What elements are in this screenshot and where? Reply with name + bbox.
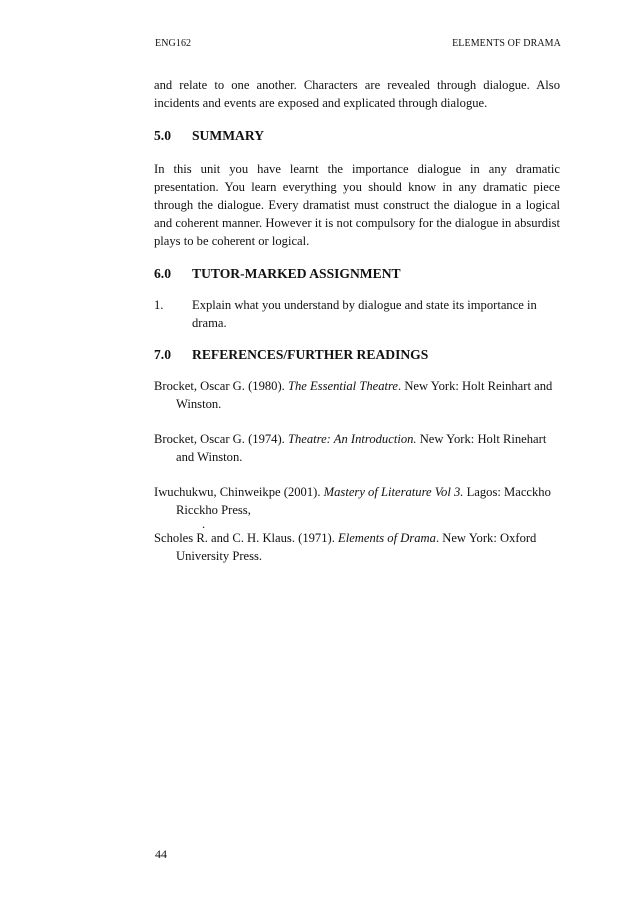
references-title: REFERENCES/FURTHER READINGS [192,347,429,362]
references-heading [154,346,560,364]
reference-item: Brocket, Oscar G. (1974). Theatre: An Introduction. New York: Holt Rinehart and Winston. [154,432,547,464]
reference-item: Scholes R. and C. H. Klaus. (1971). Elements of Drama. New York: Oxford University Press. [154,531,537,563]
tma-number: 6.0 [154,266,171,281]
tma-question-number: 1. [154,298,164,312]
reference-item: Brocket, Oscar G. (1980). The Essential Theatre. New York: Holt Reinhart and Winston. [154,379,553,411]
header-course-code: ENG162 [155,38,192,49]
reference-title: Elements of Drama [338,531,436,545]
tma-question [154,296,560,332]
intro-paragraph: and relate to one another. Characters are revealed through dialogue. Also incidents and events are exposed and explicated through dialogue. [154,78,560,110]
page-content [154,76,560,565]
tma-title: TUTOR-MARKED ASSIGNMENT [192,266,401,281]
stray-dot: . [202,517,206,531]
reference-item: Iwuchukwu, Chinweikpe (2001). Mastery of Literature Vol 3. Lagos: Macckho Ricckho Press, [154,485,551,517]
reference-title: Mastery of Literature Vol 3. [323,485,464,499]
summary-title: SUMMARY [192,128,265,143]
summary-paragraph: In this unit you have learnt the importance dialogue in any dramatic presentation. You learn everything you should know in any dramatic piece through the dialogue. Every dramatist must construct the dialogue in a logical and coherent manner. However it is not compulsory for the dialogue in absurdist plays to be coherent or logical. [154,162,560,248]
summary-number: 5.0 [154,128,171,143]
tma-question-text: Explain what you understand by dialogue and state its importance in drama. [192,298,537,330]
summary-heading [154,127,560,145]
tma-heading [154,265,560,283]
header-title: ELEMENTS OF DRAMA [452,38,561,49]
references-number: 7.0 [154,347,171,362]
reference-title: Theatre: An Introduction. [287,432,417,446]
page-number: 44 [155,847,167,861]
reference-title: The Essential Theatre [287,379,399,393]
